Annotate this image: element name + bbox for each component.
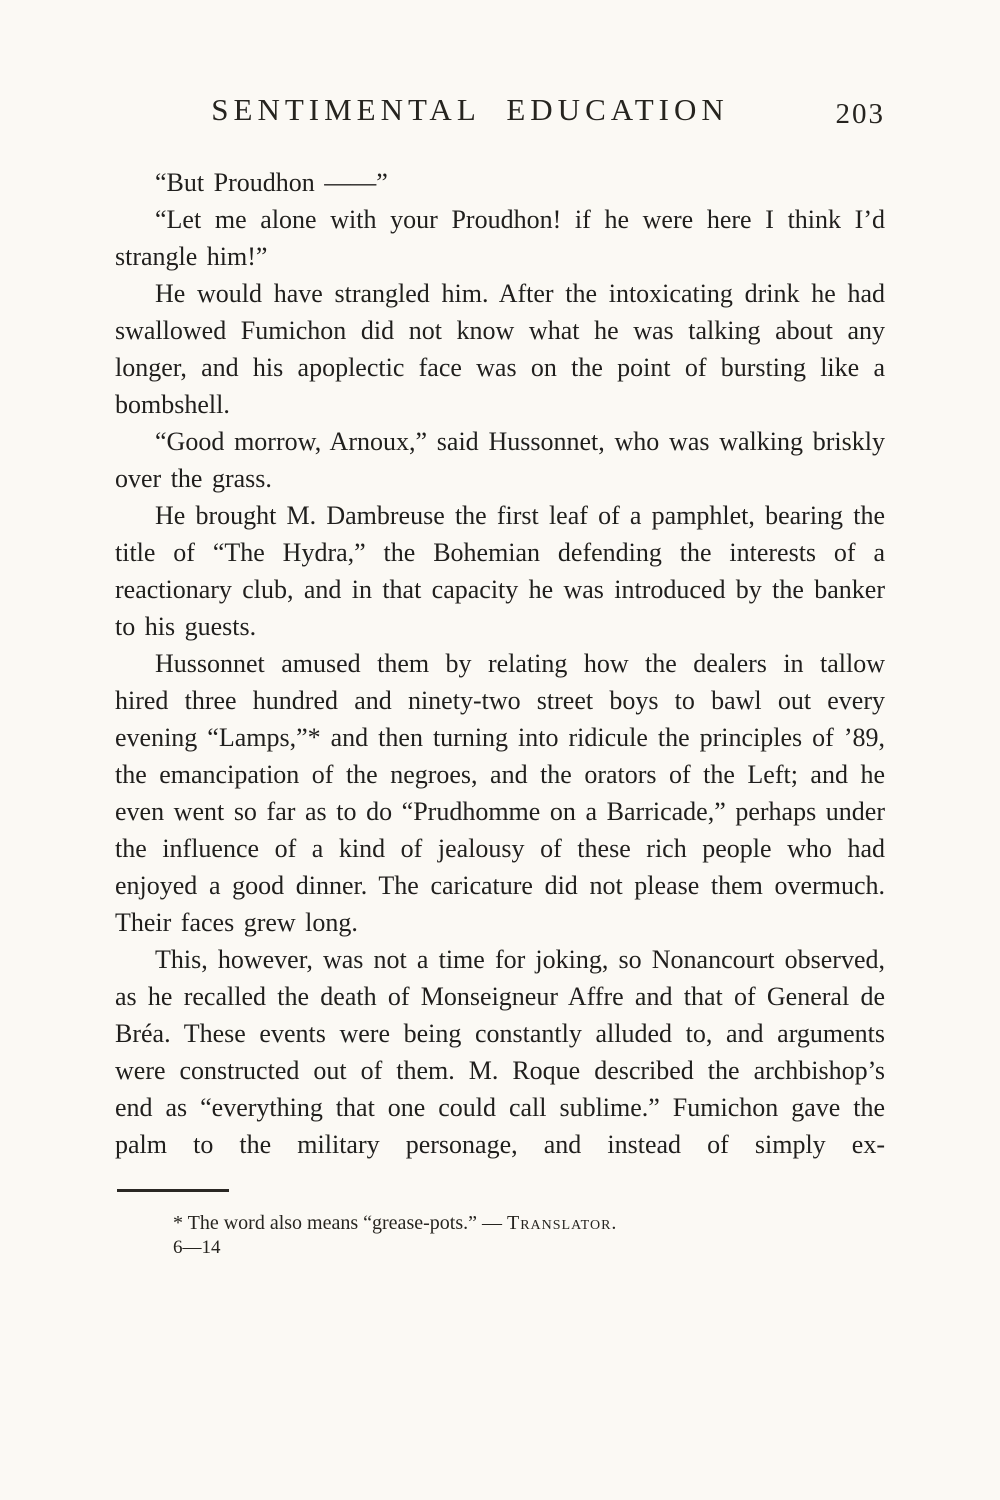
paragraph: “Let me alone with your Proudhon! if he were here I think I’d strangle him!”: [115, 205, 885, 271]
footnote-divider: [117, 1189, 229, 1192]
body-text: [115, 164, 885, 1163]
paragraph: He would have strangled him. After the intoxicating drink he had swallowed Fumichon did not know what he was talking about any longer, and his apoplectic face was on the point of bursting like a bombshell.: [115, 279, 885, 419]
running-title: SENTIMENTAL EDUCATION: [211, 92, 729, 127]
page-header: [115, 92, 885, 138]
paragraph: This, however, was not a time for joking, so Nonancourt observed, as he recalled the death of Monseigneur Affre and that of General de Bréa. These events were being constantly alluded to, and arguments were constructed out of them. M. Roque described the archbishop’s end as “everything that one could call sublime.” Fumichon gave the palm to the military personage, and instead of simply ex-: [115, 945, 885, 1159]
paragraph: “But Proudhon ——”: [155, 168, 388, 197]
signature-mark: 6—14: [173, 1237, 221, 1258]
footnote: [173, 1210, 885, 1236]
paragraph: He brought M. Dambreuse the first leaf of a pamphlet, bearing the title of “The Hydra,” the Bohemian defending the interests of a reactionary club, and in that capacity he was introduced by the banker to his guests.: [115, 501, 885, 641]
page-number: 203: [835, 98, 885, 130]
paragraph: “Good morrow, Arnoux,” said Hussonnet, who was walking briskly over the grass.: [115, 427, 885, 493]
footnote-attribution: Translator.: [506, 1212, 618, 1234]
footnote-text: * The word also means “grease-pots.” —: [173, 1212, 507, 1234]
paragraph: Hussonnet amused them by relating how the dealers in tallow hired three hundred and ninety-two street boys to bawl out every evening “Lamps,”* and then turning into ridicule the principles of ’89, the emancipation of the negroes, and the orators of the Left; and he even went so far as to do “Prudhomme on a Barricade,” perhaps under the influence of a kind of jealousy of these rich people who had enjoyed a good dinner. The caricature did not please them overmuch. Their faces grew long.: [115, 649, 885, 937]
